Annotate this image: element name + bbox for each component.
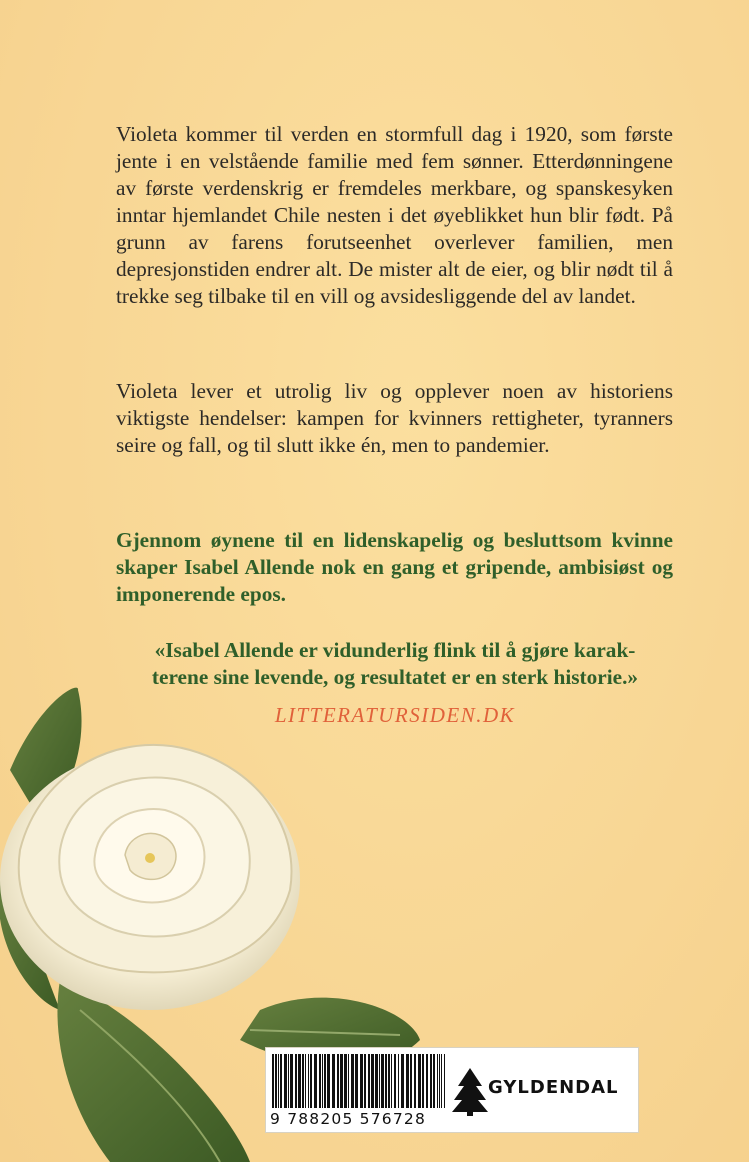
review-quote-line-2: terene sine levende, og resultatet er en sterk historie.»: [151, 665, 639, 689]
barcode-panel: [265, 1047, 639, 1133]
review-source: LITTERATURSIDEN.DK: [274, 703, 516, 727]
blurb-paragraph-1: Violeta kommer til verden en stormfull dag i 1920, som første jente i en velstående familie med fem sønner. Etterdønningene av første verdenskrig er fremdeles merkbare, og spanskesyken inntar hjemlandet Chile nesten i det øyeblikket hun blir født. På grunn av farens forutseenhet overlever familien, men depresjonstiden endrer alt. De mister alt de eier, og blir nødt til å trekke seg tilbake til en vill og avsidesliggende del av landet.: [116, 122, 673, 308]
review-quote-line-1: «Isabel Allende er vidunderlig flink til å gjøre karak-: [154, 638, 636, 662]
blurb-paragraph-2: Violeta lever et utrolig liv og opplever noen av historiens viktigste hendelser: kampen for kvinners rettigheter, tyranners seire og fall, og til slutt ikke én, men to pandemier.: [116, 379, 673, 457]
barcode: [272, 1054, 448, 1110]
isbn-number: 9 788205 576728: [270, 1110, 427, 1128]
blurb-highlight: Gjennom øynene til en lidenskapelig og besluttsom kvinne skaper Isabel Allende nok en gang et gripende, ambisiøst og imponerende epos.: [116, 528, 673, 606]
publisher-name: GYLDENDAL: [488, 1077, 619, 1098]
